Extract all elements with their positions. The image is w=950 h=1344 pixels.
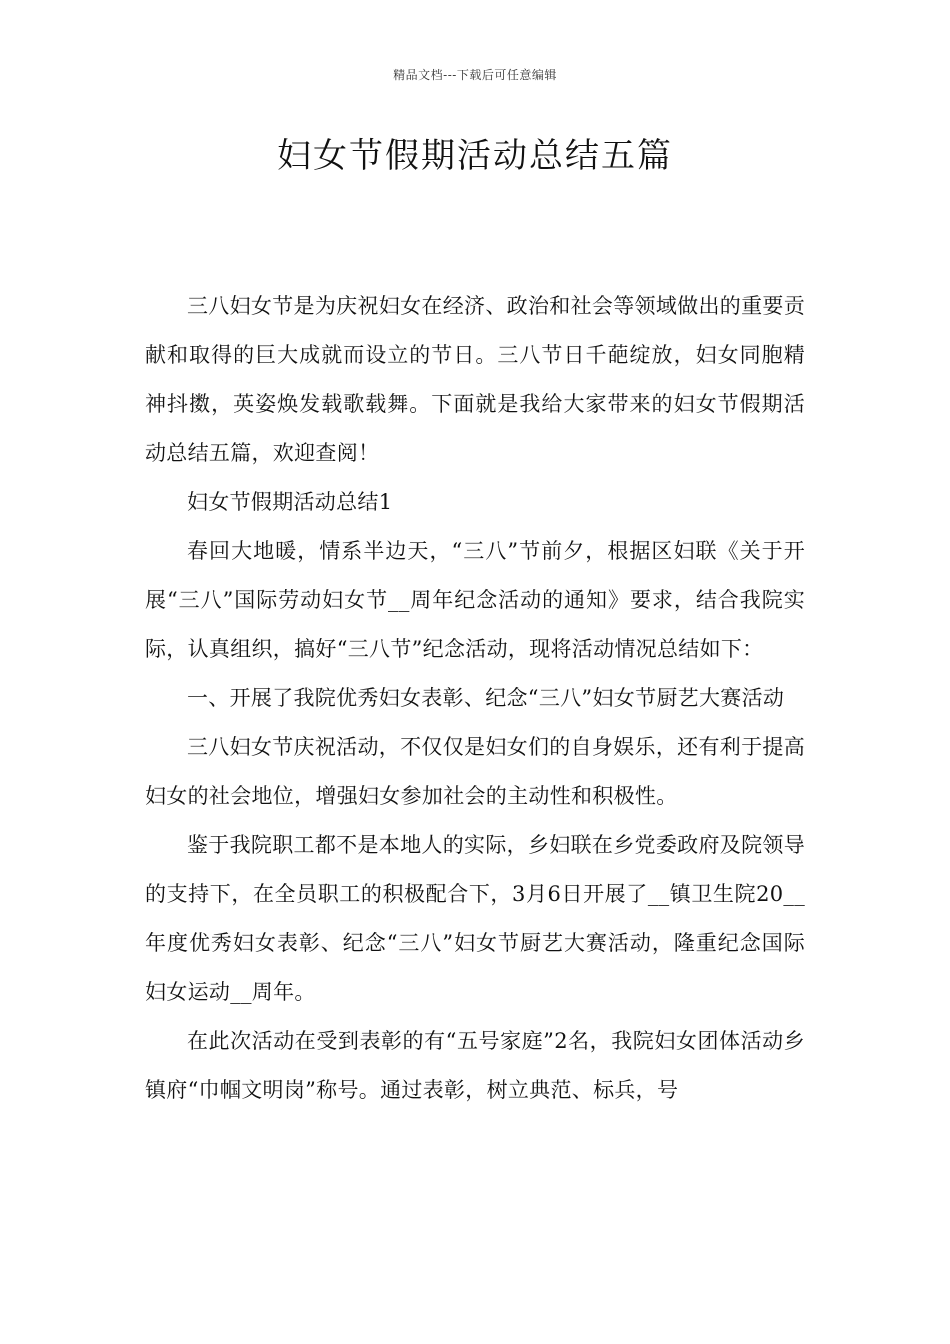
body-paragraph: 三八妇女节庆祝活动，不仅仅是妇女们的自身娱乐，还有利于提高妇女的社会地位，增强妇女参加社会的主动性和积极性。 [145,735,805,808]
body-paragraph: 春回大地暖，情系半边天，“三八”节前夕，根据区妇联《关于开展“三八”国际劳动妇女节__周年纪念活动的通知》要求，结合我院实际，认真组织，搞好“三八节”纪念活动，现将活动情况总结如下： [145,539,805,661]
intro-paragraph: 三八妇女节是为庆祝妇女在经济、政治和社会等领域做出的重要贡献和取得的巨大成就而设立的节日。三八节日千葩绽放，妇女同胞精神抖擞，英姿焕发载歌载舞。下面就是我给大家带来的妇女节假期活动总结五篇，欢迎查阅！ [145,294,805,465]
document-body [145,282,805,1115]
header-note: 精品文档---下载后可任意编辑 [393,68,557,82]
body-paragraph: 鉴于我院职工都不是本地人的实际，乡妇联在乡党委政府及院领导的支持下，在全员职工的积极配合下，3月6日开展了__镇卫生院20__年度优秀妇女表彰、纪念“三八”妇女节厨艺大赛活动，隆重纪念国际妇女运动__周年。 [145,833,805,1004]
body-paragraph: 在此次活动在受到表彰的有“五号家庭”2名，我院妇女团体活动乡镇府“巾帼文明岗”称号。通过表彰，树立典范、标兵，号 [145,1029,805,1102]
subsection-heading: 一、开展了我院优秀妇女表彰、纪念“三八”妇女节厨艺大赛活动 [187,686,785,710]
document-title: 妇女节假期活动总结五篇 [277,136,673,176]
section-heading: 妇女节假期活动总结1 [187,490,393,514]
